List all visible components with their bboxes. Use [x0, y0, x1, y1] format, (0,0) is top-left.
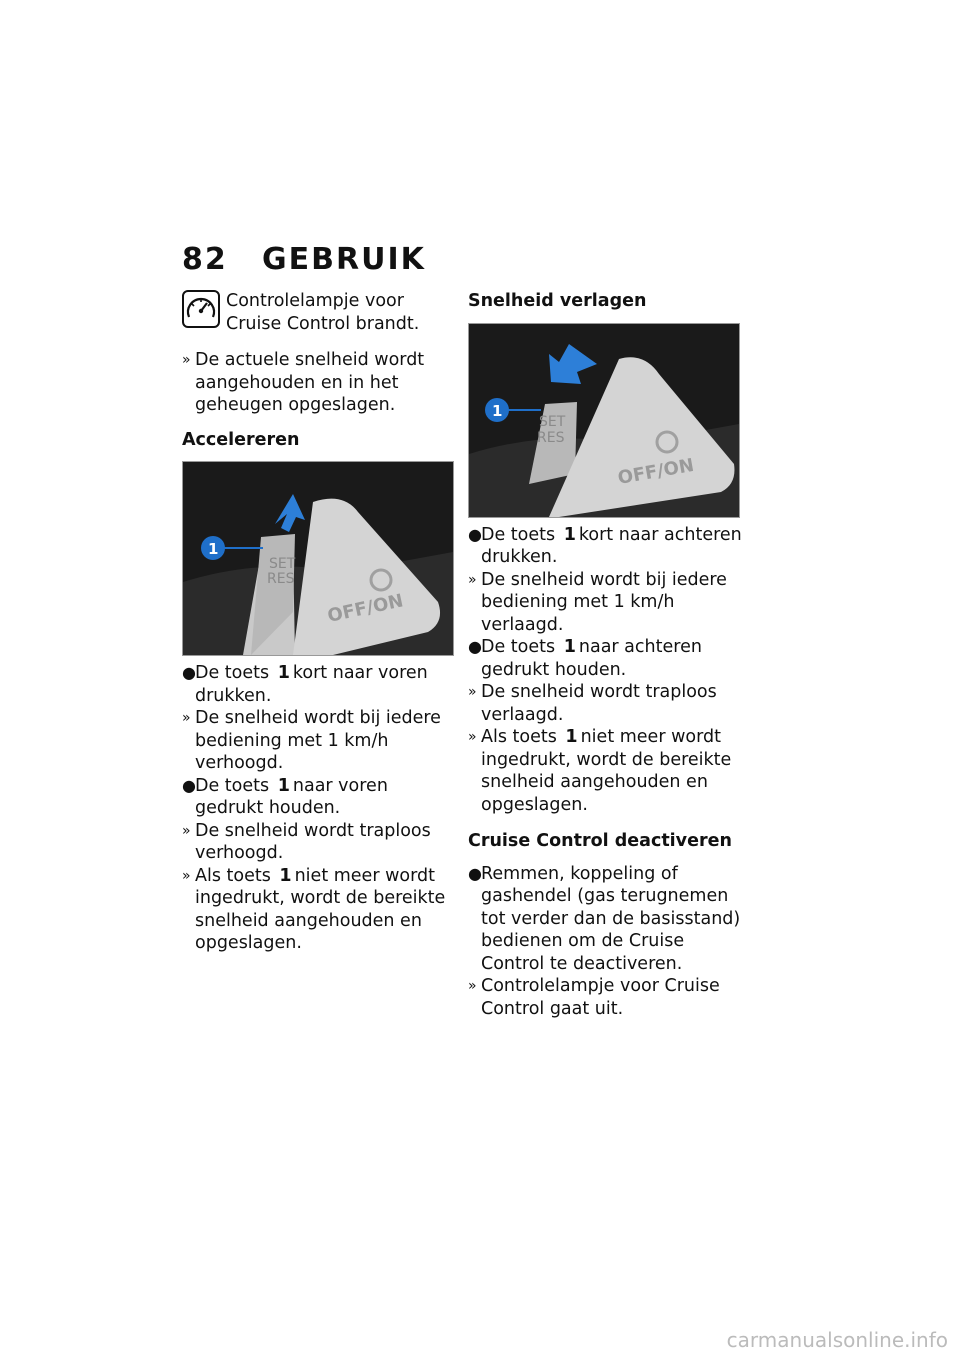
page-header: [182, 242, 426, 277]
list-item: ● De toets 1 naar voren gedrukt houden.: [182, 775, 388, 818]
key-ref: 1: [565, 727, 578, 747]
callout-label: 1: [208, 540, 219, 558]
left-column: [182, 290, 457, 955]
cruise-control-speedometer-icon: [182, 290, 220, 328]
key-text-res: RES: [267, 571, 295, 587]
switch-text-off-on: OFF/ON: [616, 454, 696, 489]
bullet-marker: ●: [468, 524, 482, 544]
bullet-marker: ●: [182, 775, 196, 795]
key-ref: 1: [277, 775, 290, 796]
result-marker: »: [182, 822, 191, 839]
key-text-set: SET: [539, 413, 566, 430]
heading-accelerate: Accelereren: [182, 429, 300, 450]
result-item: » Als toets 1 niet meer wordt ingedrukt, wordt de bereikte snelheid aangehouden en opgeslagen.: [182, 865, 446, 953]
handlebar-switch-photo-up: [182, 461, 454, 656]
list-item: ● De toets 1 kort naar achteren drukken.: [468, 524, 742, 567]
handlebar-switch-photo-down: [468, 323, 740, 518]
result-item: » De actuele snelheid wordt aangehouden en in het geheugen opgeslagen.: [182, 350, 425, 415]
result-marker: »: [468, 978, 477, 994]
key-ref: 1: [277, 663, 290, 683]
result-marker: »: [182, 352, 191, 368]
key-text-set: SET: [269, 556, 296, 572]
result-marker: »: [182, 710, 191, 726]
result-marker: »: [468, 571, 477, 588]
key-ref: 1: [563, 637, 576, 657]
section-title: GEBRUIK: [262, 242, 426, 277]
result-item: » De snelheid wordt bij iedere bediening met 1 km/h verlaagd.: [468, 569, 727, 635]
indicator-notice-text: Controlelampje voor Cruise Control brandt.: [226, 291, 420, 334]
result-item: » De snelheid wordt bij iedere bediening met 1 km/h verhoogd.: [182, 708, 441, 773]
watermark: carmanualsonline.info: [726, 1328, 948, 1352]
result-item: » Controlelampje voor Cruise Control gaat uit.: [468, 976, 720, 1019]
callout-label: 1: [492, 401, 503, 420]
result-marker: »: [468, 729, 477, 745]
result-item: » Als toets 1 niet meer wordt ingedrukt, wordt de bereikte snelheid aangehouden en opgeslagen.: [468, 727, 732, 815]
bullet-marker: ●: [182, 663, 196, 682]
bullet-marker: ●: [468, 637, 482, 656]
list-item: ● De toets 1 naar achteren gedrukt houden.: [468, 637, 702, 680]
bullet-marker: ●: [468, 863, 482, 883]
key-text-res: RES: [537, 429, 565, 446]
heading-deactivate: Cruise Control deactiveren: [468, 831, 732, 851]
indicator-notice: [182, 290, 457, 335]
right-column: [468, 290, 743, 1020]
heading-decelerate: Snelheid verlagen: [468, 291, 647, 311]
page-number: 82: [182, 242, 228, 277]
list-item: ● De toets 1 kort naar voren drukken.: [182, 663, 428, 706]
result-item: » De snelheid wordt traploos verlaagd.: [468, 682, 717, 725]
result-marker: »: [182, 867, 191, 884]
key-ref: 1: [563, 524, 576, 545]
list-item: ● Remmen, koppeling of gashendel (gas terugnemen tot verder dan de basisstand) bedienen om de Cruise Control te deactiveren.: [468, 863, 741, 974]
key-ref: 1: [279, 865, 292, 886]
result-item: » De snelheid wordt traploos verhoogd.: [182, 820, 431, 863]
result-marker: »: [468, 684, 477, 700]
switch-text-off-on: OFF/ON: [325, 590, 406, 627]
